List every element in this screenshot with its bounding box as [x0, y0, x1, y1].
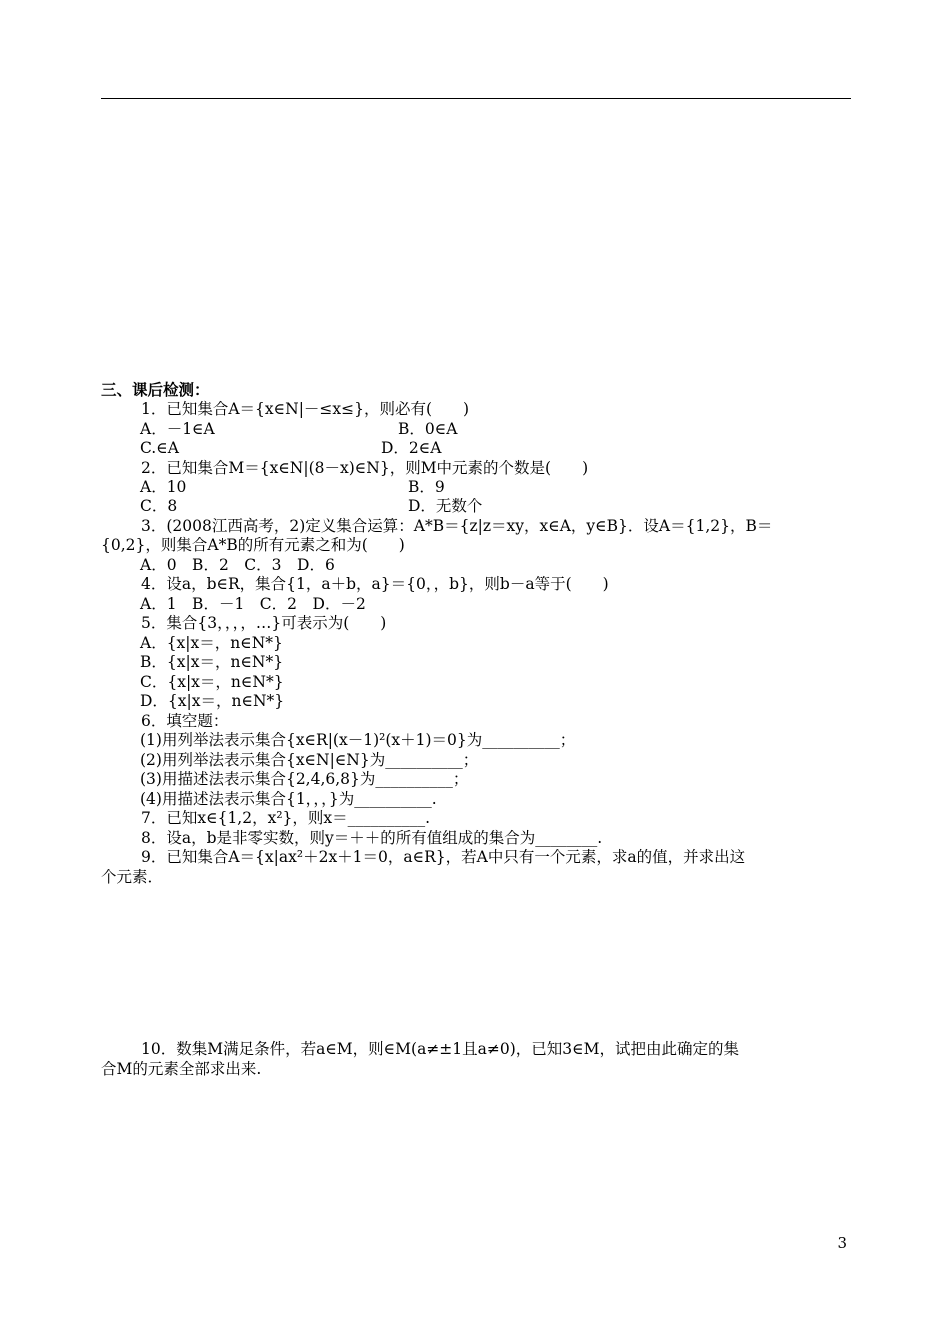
- q6-part3: (3)用描述法表示集合{2,4,6,8}为__________；: [140, 770, 469, 788]
- header-rule: [101, 98, 851, 99]
- q2-option-b: B．9: [408, 478, 445, 496]
- q1-option-d: D．2∈A: [381, 439, 442, 457]
- q6-part2: (2)用列举法表示集合{x∈N|∈N}为__________；: [140, 751, 479, 769]
- q1-option-b: B．0∈A: [398, 420, 458, 438]
- page-number: 3: [837, 1234, 847, 1252]
- q6-part4: (4)用描述法表示集合{1，，，}为__________.: [140, 790, 437, 808]
- q5-option-a: A．{x|x＝，n∈N*}: [140, 634, 283, 652]
- q1-option-a: A．－1∈A: [140, 420, 215, 438]
- section-heading: 三、课后检测：: [101, 380, 210, 399]
- q9-stem-line2: 个元素．: [101, 868, 164, 886]
- q2-stem: 2．已知集合M＝{x∈N|(8－x)∈N}，则M中元素的个数是( ): [141, 459, 589, 477]
- q3-options: A．0 B．2 C．3 D．6: [140, 556, 335, 574]
- q7-stem: 7．已知x∈{1,2，x²}，则x＝__________.: [141, 809, 431, 827]
- q2-option-a: A．10: [140, 478, 187, 496]
- q5-option-d: D．{x|x＝，n∈N*}: [140, 692, 285, 710]
- q2-option-c: C．8: [140, 497, 178, 515]
- q4-stem: 4．设a，b∈R，集合{1，a＋b，a}＝{0，，b}，则b－a等于( ): [141, 575, 609, 593]
- q10-stem-line1: 10．数集M满足条件，若a∈M，则∈M(a≠±1且a≠0)，已知3∈M，试把由此确定的集: [141, 1040, 739, 1058]
- q1-option-c: C.∈A: [140, 439, 179, 457]
- q6-stem: 6．填空题：: [141, 712, 229, 730]
- q8-stem: 8．设a，b是非零实数，则y＝＋＋的所有值组成的集合为________.: [141, 829, 603, 847]
- q2-option-d: D．无数个: [408, 497, 483, 515]
- q6-part1: (1)用列举法表示集合{x∈R|(x－1)²(x＋1)＝0}为__________；: [140, 731, 576, 749]
- q5-option-c: C．{x|x＝，n∈N*}: [140, 673, 284, 691]
- q4-options: A．1 B．－1 C．2 D．－2: [140, 595, 366, 613]
- q1-stem: 1．已知集合A＝{x∈N|－≤x≤}，则必有( ): [141, 400, 470, 418]
- q10-stem-line2: 合M的元素全部求出来.: [101, 1060, 262, 1078]
- q3-stem-line1: 3．(2008江西高考，2)定义集合运算：A*B＝{z|z＝xy，x∈A，y∈B}．设A＝{1,2}，B＝: [141, 517, 773, 535]
- q5-stem: 5．集合{3，，，，…}可表示为( ): [141, 614, 387, 632]
- q3-stem-line2: {0,2}，则集合A*B的所有元素之和为( ): [101, 536, 405, 554]
- q5-option-b: B．{x|x＝，n∈N*}: [140, 653, 284, 671]
- q9-stem-line1: 9．已知集合A＝{x|ax²＋2x＋1＝0，a∈R}，若A中只有一个元素，求a的值，并求出这: [141, 848, 746, 866]
